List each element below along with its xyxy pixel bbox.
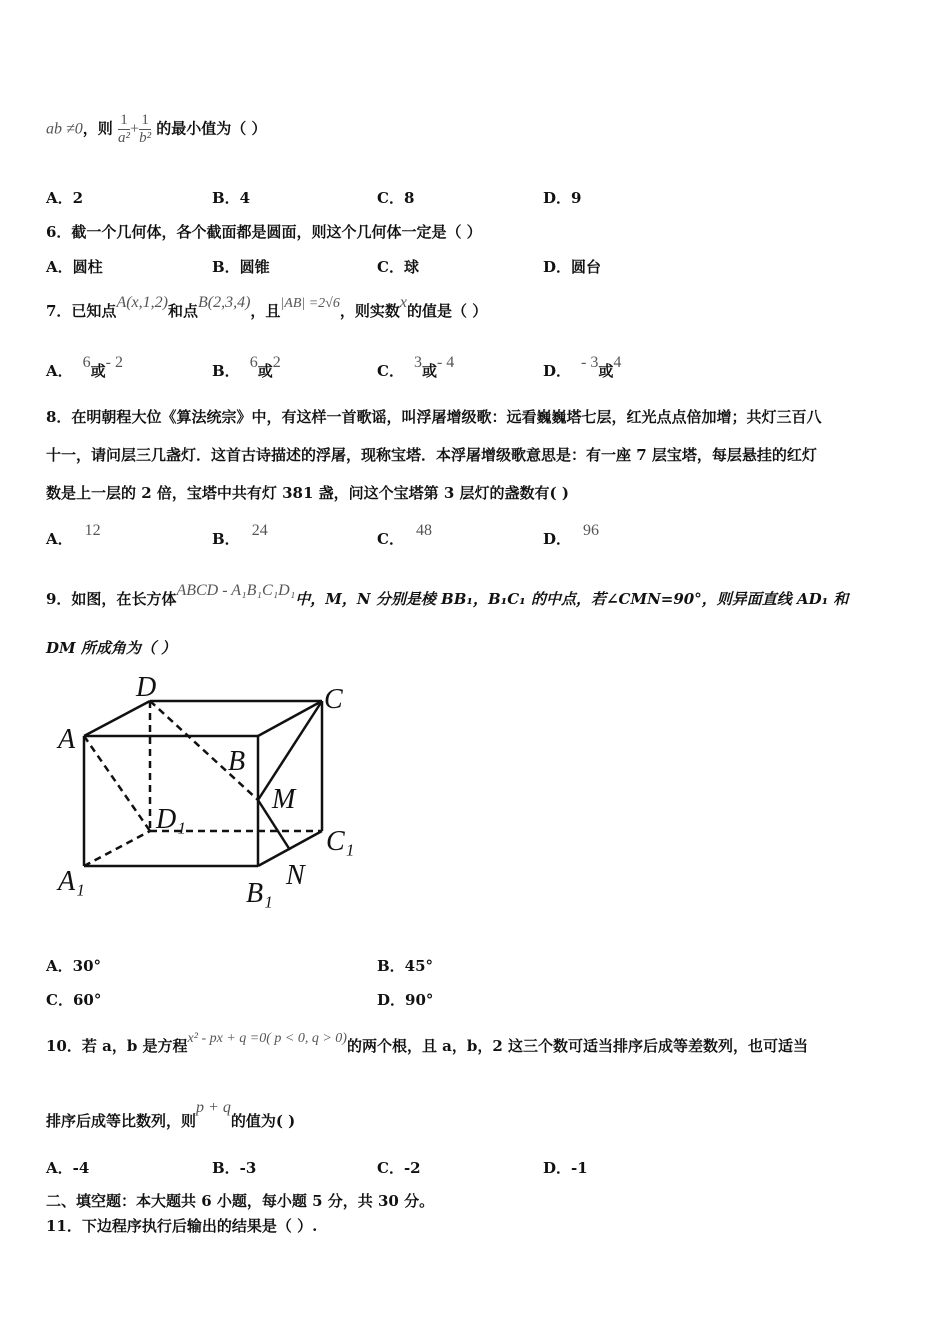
q7-text5: 的值是（ ）	[407, 302, 488, 320]
q7-option-d[interactable]	[543, 354, 622, 381]
cuboid-figure	[46, 668, 366, 918]
q7-opt-b-or: 或	[257, 362, 273, 380]
q7-opt-b-val1: 6	[249, 354, 258, 371]
q6-option-b[interactable]: B．圆锥	[212, 258, 270, 276]
q7-opt-d-val1: - 3	[581, 354, 599, 371]
q5-frac-b-den: b²	[139, 130, 152, 146]
q5-stem	[46, 112, 267, 147]
q6-option-a[interactable]: A．圆柱	[46, 258, 103, 276]
q6-option-c[interactable]: C．球	[377, 258, 419, 276]
q7-opt-d-or: 或	[598, 362, 614, 380]
q9-text1: 9．如图，在长方体	[46, 590, 177, 608]
q9-option-a[interactable]: A．30°	[46, 957, 102, 975]
q7-abs-ab: |AB| =2√6	[280, 296, 340, 311]
label-b1: B₁	[246, 878, 273, 909]
q7-opt-a-val1: 6	[82, 354, 91, 371]
q10-equation: x² - px + q =0( p < 0, q > 0)	[187, 1031, 347, 1046]
q8-opt-b-value: 24	[251, 522, 268, 539]
q7-option-a[interactable]	[46, 354, 123, 381]
edge-a-d	[84, 701, 150, 736]
edge-a1-d1-hidden	[84, 831, 150, 866]
q5-plus: +	[130, 120, 140, 138]
q9-option-d[interactable]: D．90°	[377, 991, 434, 1009]
q7-opt-d-label: D．	[543, 362, 572, 380]
label-n: N	[286, 860, 305, 891]
edge-b-c	[258, 701, 322, 736]
q10-text3: 排序后成等比数列，则	[46, 1112, 197, 1130]
label-c1: C₁	[326, 826, 355, 857]
q10-text1: 10．若 a，b 是方程	[46, 1037, 188, 1055]
q8-line2: 十一，请问层三几盏灯．这首古诗描述的浮屠，现称宝塔．本浮屠增级歌意思是：有一座 7 层宝塔，每层悬挂的红灯	[46, 446, 817, 464]
q7-text1: 7．已知点	[46, 302, 117, 320]
q7-opt-a-or: 或	[90, 362, 106, 380]
q9-line1	[46, 582, 849, 609]
q10-line1	[46, 1031, 809, 1056]
q9-option-c[interactable]: C．60°	[46, 991, 102, 1009]
q8-opt-b-label: B．	[212, 530, 240, 548]
q7-opt-c-or: 或	[421, 362, 437, 380]
q7-point-a: A(x,1,2)	[116, 294, 168, 311]
segment-a-d1-hidden	[84, 736, 150, 831]
section-heading-fill-in: 二、填空题：本大题共 6 小题，每小题 5 分，共 30 分。	[46, 1192, 435, 1210]
q9-line2: DM 所成角为（ ）	[46, 639, 177, 657]
q8-option-d[interactable]	[543, 522, 600, 549]
q7-opt-b-label: B．	[212, 362, 240, 380]
q5-condition: ab ≠0	[46, 120, 83, 138]
q5-text1: ，则	[82, 119, 113, 138]
q8-option-b[interactable]	[212, 522, 268, 549]
q10-text4: 的值为( )	[230, 1112, 296, 1130]
label-a: A	[58, 724, 76, 755]
q7-text3: ，且	[250, 302, 281, 320]
q6-option-d[interactable]: D．圆台	[543, 258, 602, 276]
label-a1: A₁	[58, 866, 85, 897]
q6-stem: 6．截一个几何体，各个截面都是圆面，则这个几何体一定是（ ）	[46, 223, 482, 241]
q8-opt-c-label: C．	[377, 530, 404, 548]
q9-solid: ABCD - A₁B₁C₁D₁	[176, 582, 296, 599]
label-d1: D₁	[156, 804, 186, 835]
label-d: D	[136, 672, 157, 703]
q7-opt-d-val2: 4	[613, 354, 622, 371]
q10-option-a[interactable]: A．-4	[46, 1159, 90, 1177]
q10-expr: p + q	[196, 1099, 231, 1116]
q7-text4: ，则实数	[339, 302, 400, 320]
q7-opt-c-val1: 3	[413, 354, 422, 371]
q7-opt-a-label: A．	[46, 362, 73, 380]
q5-fraction-b	[139, 112, 151, 147]
q7-var-x: x	[399, 294, 407, 311]
q7-stem	[46, 294, 488, 321]
q7-option-b[interactable]	[212, 354, 281, 381]
q10-text2: 的两个根，且 a，b，2 这三个数可适当排序后成等差数列，也可适当	[346, 1037, 809, 1055]
q7-option-c[interactable]	[377, 354, 455, 381]
q7-point-b: B(2,3,4)	[197, 294, 251, 311]
q5-option-c[interactable]: C．8	[377, 189, 415, 207]
q8-opt-a-label: A．	[46, 530, 73, 548]
q7-opt-c-label: C．	[377, 362, 404, 380]
q8-opt-a-value: 12	[84, 522, 101, 539]
q5-fraction-a	[118, 112, 130, 147]
q5-option-d[interactable]: D．9	[543, 189, 582, 207]
q8-line1: 8．在明朝程大位《算法统宗》中，有这样一首歌谣，叫浮屠增级歌：远看巍巍塔七层，红光点点倍加增；共灯三百八	[46, 408, 822, 426]
q8-opt-c-value: 48	[415, 522, 432, 539]
q9-text2: 中，M，N 分别是棱 BB₁，B₁C₁ 的中点，若∠CMN=90°，则异面直线 AD₁ 和	[295, 590, 849, 608]
label-c: C	[324, 684, 343, 715]
q5-frac-a-den: a²	[118, 130, 131, 146]
label-m: M	[272, 784, 296, 815]
q11-stem: 11．下边程序执行后输出的结果是（ ）.	[46, 1217, 318, 1235]
q5-text2: 的最小值为（ ）	[151, 119, 267, 138]
q10-option-d[interactable]: D．-1	[543, 1159, 588, 1177]
q8-option-a[interactable]	[46, 522, 101, 549]
q8-line3: 数是上一层的 2 倍，宝塔中共有灯 381 盏，问这个宝塔第 3 层灯的盏数有( )	[46, 484, 569, 502]
q8-opt-d-value: 96	[583, 522, 600, 539]
q7-opt-c-val2: - 4	[436, 354, 455, 371]
q9-option-b[interactable]: B．45°	[377, 957, 434, 975]
q10-option-c[interactable]: C．-2	[377, 1159, 421, 1177]
q10-line2	[46, 1099, 296, 1131]
q7-text2: 和点	[167, 302, 198, 320]
q5-frac-b-num: 1	[139, 112, 151, 130]
q7-opt-b-val2: 2	[272, 354, 281, 371]
q5-frac-a-num: 1	[118, 112, 130, 130]
label-b: B	[228, 746, 246, 777]
q8-opt-d-label: D．	[543, 530, 572, 548]
q10-option-b[interactable]: B．-3	[212, 1159, 257, 1177]
q8-option-c[interactable]	[377, 522, 432, 549]
q5-option-b[interactable]: B．4	[212, 189, 251, 207]
q5-option-a[interactable]: A．2	[46, 189, 84, 207]
q7-opt-a-val2: - 2	[105, 354, 123, 371]
